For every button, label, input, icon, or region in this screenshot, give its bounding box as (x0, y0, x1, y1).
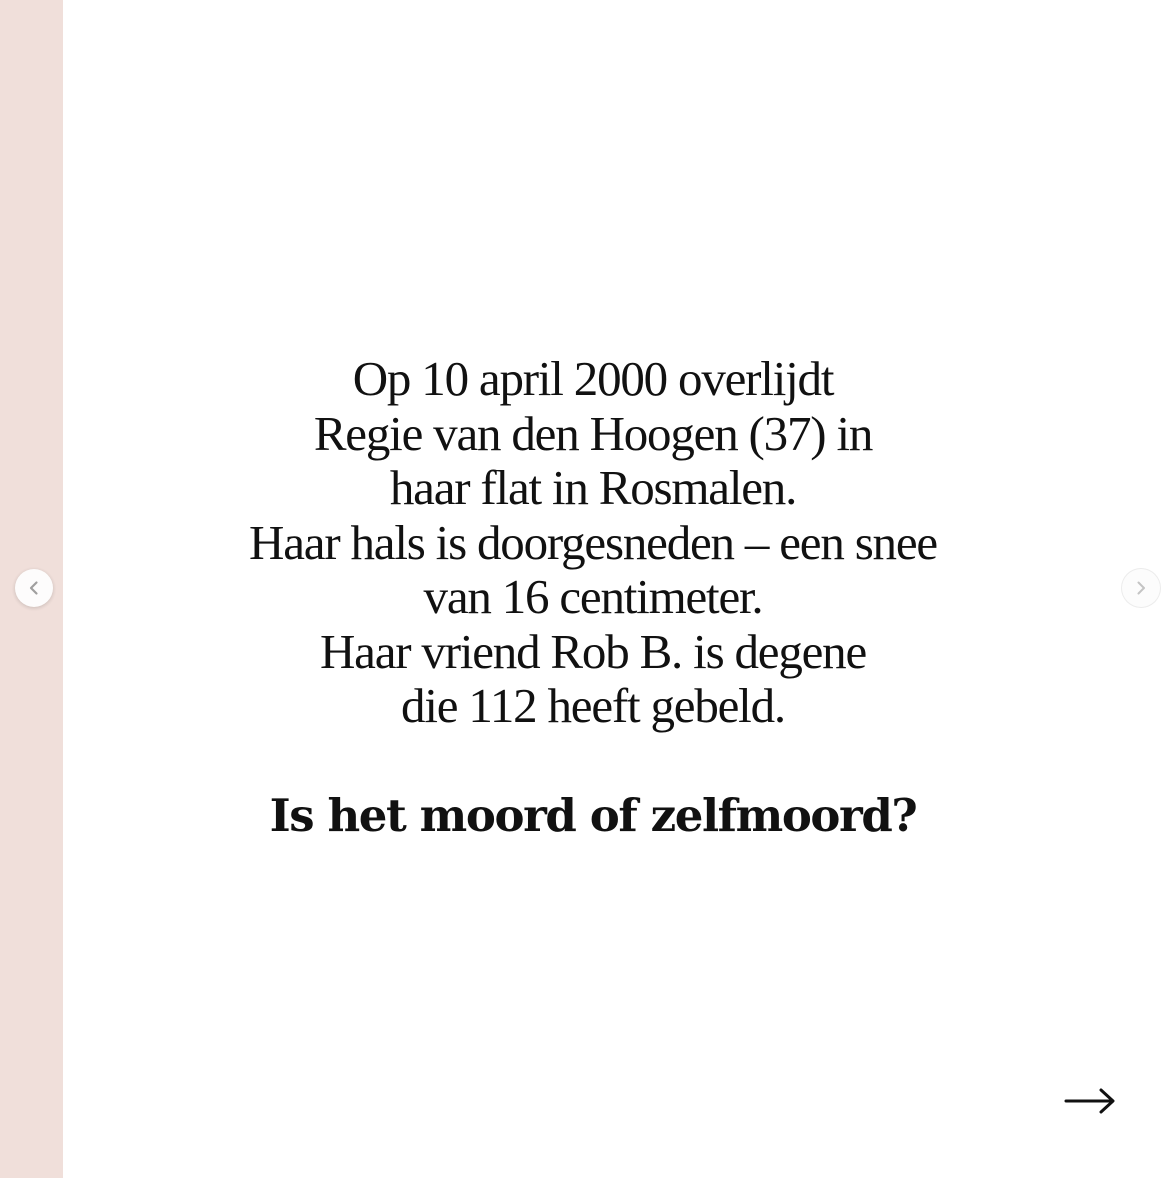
slide-question: Is het moord of zelfmoord? (269, 789, 917, 842)
body-line: die 112 heeft gebeld. (401, 678, 785, 733)
next-slide-button[interactable] (1122, 569, 1160, 607)
body-line: Haar hals is doorgesneden – een snee (249, 514, 937, 570)
body-line: Haar vriend Rob B. is degene (319, 623, 867, 679)
previous-slide-button[interactable] (15, 569, 53, 607)
arrow-right-icon (1062, 1080, 1118, 1120)
body-line: Op 10 april 2000 overlijdt (352, 351, 834, 406)
body-line: Regie van den Hoogen (37) in (313, 405, 873, 461)
body-line: van 16 centimeter. (423, 569, 763, 624)
chevron-right-icon (1133, 580, 1149, 596)
chevron-left-icon (26, 580, 42, 596)
body-line: haar flat in Rosmalen. (389, 460, 797, 515)
slide-body-text (0, 352, 1176, 734)
